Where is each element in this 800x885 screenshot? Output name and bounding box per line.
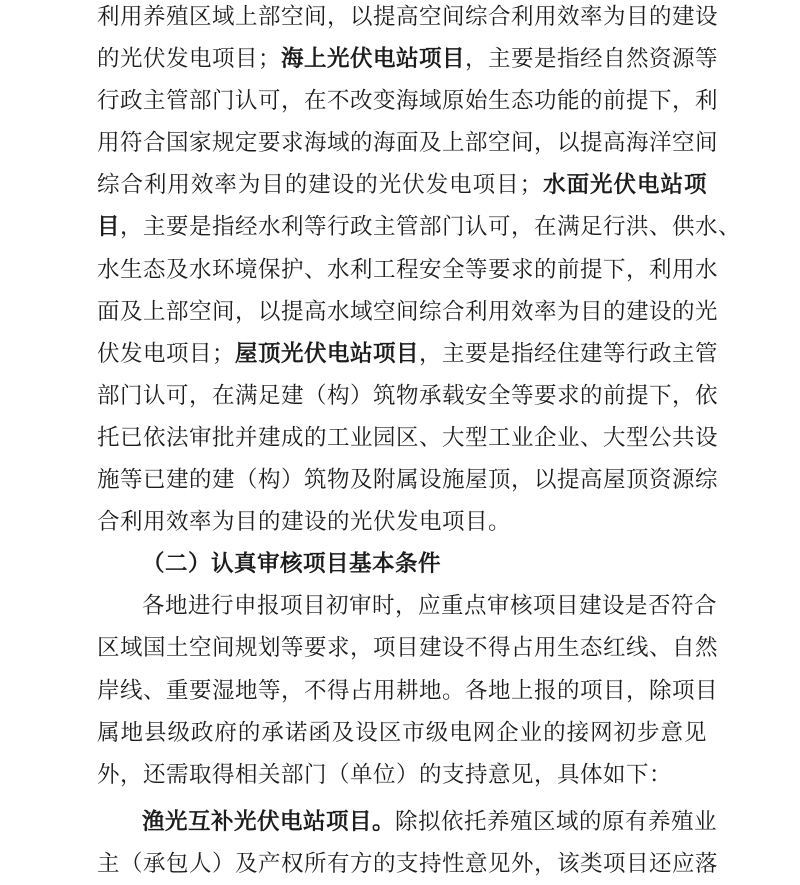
text-line xyxy=(97,754,707,796)
text-segment: 伏发电项目； xyxy=(97,340,236,367)
text-segment: 外，还需取得相关部门（单位）的支持意见，具体如下： xyxy=(97,761,673,788)
bold-term-water-pv: 水面光伏电站项 xyxy=(542,172,707,199)
text-segment: ，主要是指经自然资源等 xyxy=(465,46,719,73)
text-segment: 水生态及水环境保护、水利工程安全等要求的前提下，利用水 xyxy=(97,256,719,283)
text-segment: 用符合国家规定要求海域的海面及上部空间，以提高海洋空间 xyxy=(97,130,719,157)
text-line xyxy=(97,627,719,669)
text-line xyxy=(97,585,718,627)
text-line xyxy=(97,0,719,38)
text-line xyxy=(97,375,719,417)
text-line xyxy=(97,206,742,248)
bold-term-rooftop-pv: 屋顶光伏电站项目 xyxy=(235,340,420,367)
document-page xyxy=(97,0,742,885)
text-segment: ，主要是指经住建等行政主管 xyxy=(419,340,719,367)
paragraph-fishery-pv xyxy=(97,801,719,885)
text-segment: 主（承包人）及产权所有方的支持性意见外，该类项目还应落 xyxy=(97,850,719,877)
paragraph-review-conditions xyxy=(97,585,719,795)
text-line xyxy=(97,501,707,543)
text-segment: 除拟依托养殖区域的原有养殖业 xyxy=(395,808,718,835)
bold-term-water-pv-end: 目 xyxy=(97,214,121,241)
text-line xyxy=(97,164,707,206)
text-line xyxy=(97,333,719,375)
text-segment: 岸线、重要湿地等，不得占用耕地。各地上报的项目，除项目 xyxy=(97,677,719,704)
section-heading: （二）认真审核项目基本条件 xyxy=(142,551,442,578)
text-segment: 各地进行申报项目初审时，应重点审核项目建设是否符合 xyxy=(142,593,718,620)
text-segment: 属地县级政府的承诺函及设区市级电网企业的接网初步意见 xyxy=(97,719,707,746)
bold-term-fishery-pv: 渔光互补光伏电站项目。 xyxy=(142,808,396,835)
text-line xyxy=(97,417,719,459)
text-line xyxy=(97,249,719,291)
text-segment: 托已依法审批并建成的工业园区、大型工业企业、大型公共设 xyxy=(97,424,719,451)
text-segment: 的光伏发电项目； xyxy=(97,46,282,73)
text-line xyxy=(97,459,719,501)
paragraph-project-types xyxy=(97,0,742,543)
text-segment: ，主要是指经水利等行政主管部门认可，在满足行洪、供水、 xyxy=(120,214,742,241)
text-line xyxy=(97,712,707,754)
text-segment: 综合利用效率为目的建设的光伏发电项目； xyxy=(97,172,543,199)
text-line xyxy=(97,38,719,80)
text-line xyxy=(97,291,719,333)
text-line xyxy=(97,80,719,122)
text-segment: 施等已建的建（构）筑物及附属设施屋顶，以提高屋顶资源综 xyxy=(97,467,719,494)
text-segment: 利用养殖区域上部空间，以提高空间综合利用效率为目的建设 xyxy=(97,4,719,30)
text-segment: 面及上部空间，以提高水域空间综合利用效率为目的建设的光 xyxy=(97,298,719,325)
bold-term-offshore-pv: 海上光伏电站项目 xyxy=(281,46,466,73)
text-line xyxy=(97,670,719,712)
text-segment: 合利用效率为目的建设的光伏发电项目。 xyxy=(97,509,512,536)
text-line xyxy=(97,122,719,164)
text-line xyxy=(97,801,718,843)
text-segment: 行政主管部门认可，在不改变海域原始生态功能的前提下，利 xyxy=(97,88,719,115)
text-segment: 区域国土空间规划等要求，项目建设不得占用生态红线、自然 xyxy=(97,635,719,662)
text-segment: 部门认可，在满足建（构）筑物承载安全等要求的前提下，依 xyxy=(97,382,719,409)
